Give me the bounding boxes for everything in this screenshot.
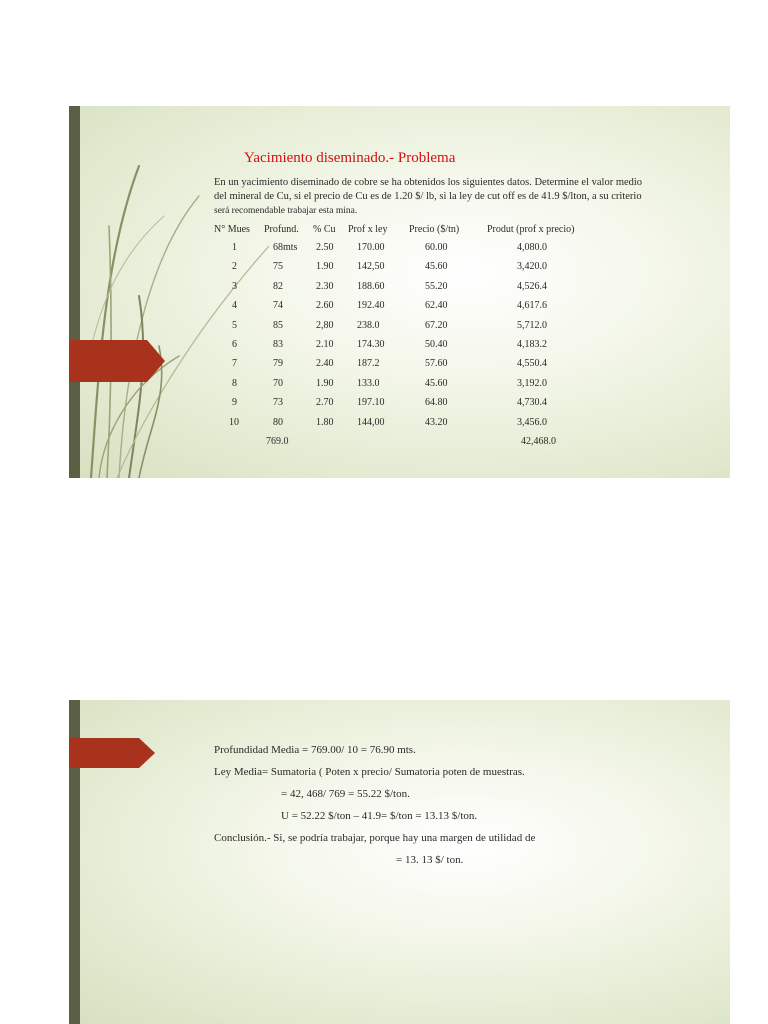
cell-depth: 68mts bbox=[273, 242, 298, 253]
cell-depth: 70 bbox=[273, 377, 283, 389]
cell-product: 4,617.6 bbox=[517, 300, 547, 312]
cell-product: 4,550.4 bbox=[517, 358, 547, 370]
cell-price: 62.40 bbox=[425, 300, 448, 312]
cell-sample: 2 bbox=[232, 261, 237, 273]
cell-price: 45.60 bbox=[425, 261, 448, 273]
cell-product: 3,420.0 bbox=[517, 261, 547, 273]
cell-prof-ley: 238.0 bbox=[357, 319, 380, 331]
grass-decoration bbox=[69, 106, 269, 478]
cell-product: 4,526.4 bbox=[517, 280, 547, 292]
problem-statement bbox=[214, 176, 714, 218]
cell-cu: 2.10 bbox=[316, 339, 334, 350]
slide-solution bbox=[69, 700, 730, 1024]
utility-calc-line: U = 52.22 $/ton – 41.9= $/ton = 13.13 $/ton. bbox=[281, 810, 478, 822]
conclusion-value: = 13. 13 $/ ton. bbox=[396, 854, 464, 866]
cell-product: 4,730.4 bbox=[517, 397, 547, 409]
cell-price: 43.20 bbox=[425, 416, 448, 428]
cell-cu: 2.60 bbox=[316, 300, 334, 312]
cell-cu: 2.50 bbox=[316, 242, 334, 253]
cell-cu: 2,80 bbox=[316, 319, 334, 331]
cell-prof-ley: 142,50 bbox=[357, 261, 385, 273]
cell-prof-ley: 174.30 bbox=[357, 339, 385, 350]
cell-price: 57.60 bbox=[425, 358, 448, 370]
cell-cu: 1.80 bbox=[316, 416, 334, 428]
cell-price: 55.20 bbox=[425, 280, 448, 292]
cell-depth: 85 bbox=[273, 319, 283, 331]
cell-depth: 83 bbox=[273, 339, 283, 350]
cell-prof-ley: 187.2 bbox=[357, 358, 380, 370]
cell-sample: 4 bbox=[232, 300, 237, 312]
cell-prof-ley: 170.00 bbox=[357, 242, 385, 253]
cell-sample: 3 bbox=[232, 280, 237, 292]
cell-depth: 74 bbox=[273, 300, 283, 312]
conclusion-line: Conclusión.- Si, se podría trabajar, porque hay una margen de utilidad de bbox=[214, 832, 536, 844]
cell-price: 60.00 bbox=[425, 242, 448, 253]
slide-title: Yacimiento diseminado.- Problema bbox=[244, 150, 456, 166]
cell-cu: 2.70 bbox=[316, 397, 334, 409]
cell-depth: 80 bbox=[273, 416, 283, 428]
mean-grade-line: Ley Media= Sumatoria ( Poten x precio/ Sumatoria poten de muestras. bbox=[214, 766, 525, 778]
cell-cu: 2.30 bbox=[316, 280, 334, 292]
col-header-sample: N° Mues bbox=[214, 224, 250, 235]
cell-sample: 6 bbox=[232, 339, 237, 350]
cell-sample: 7 bbox=[232, 358, 237, 370]
cell-product: 4,080.0 bbox=[517, 242, 547, 253]
grade-calc-line: = 42, 468/ 769 = 55.22 $/ton. bbox=[281, 788, 410, 800]
cell-product: 3,456.0 bbox=[517, 416, 547, 428]
slide-problem bbox=[69, 106, 730, 478]
cell-cu: 1.90 bbox=[316, 261, 334, 273]
col-header-price: Precio ($/tn) bbox=[409, 224, 460, 235]
cell-prof-ley: 144,00 bbox=[357, 416, 385, 428]
arrow-marker-icon bbox=[69, 738, 165, 780]
cell-depth: 75 bbox=[273, 261, 283, 273]
cell-depth: 79 bbox=[273, 358, 283, 370]
cell-cu: 2.40 bbox=[316, 358, 334, 370]
cell-prof-ley: 192.40 bbox=[357, 300, 385, 312]
col-header-prof-ley: Prof x ley bbox=[348, 224, 388, 235]
cell-price: 50.40 bbox=[425, 339, 448, 350]
total-depth: 769.0 bbox=[266, 436, 289, 447]
col-header-cu: % Cu bbox=[313, 224, 336, 235]
cell-price: 67.20 bbox=[425, 319, 448, 331]
cell-depth: 82 bbox=[273, 280, 283, 292]
cell-product: 5,712.0 bbox=[517, 319, 547, 331]
col-header-product: Produt (prof x precio) bbox=[487, 224, 575, 235]
mean-depth-line: Profundidad Media = 769.00/ 10 = 76.90 mts. bbox=[214, 744, 416, 756]
cell-sample: 9 bbox=[232, 397, 237, 409]
problem-line-1: En un yacimiento diseminado de cobre se ha obtenidos los siguientes datos. Determine el valor medio bbox=[214, 177, 643, 188]
arrow-marker-icon bbox=[69, 340, 165, 382]
problem-line-2: del mineral de Cu, si el precio de Cu es de 1.20 $/ lb, si la ley de cut off es de 41.9 $/lton, a su criterio bbox=[214, 191, 642, 202]
cell-sample: 10 bbox=[229, 416, 239, 428]
cell-price: 64.80 bbox=[425, 397, 448, 409]
cell-prof-ley: 188.60 bbox=[357, 280, 385, 292]
cell-sample: 5 bbox=[232, 319, 237, 331]
cell-cu: 1.90 bbox=[316, 377, 334, 389]
problem-line-3: será recomendable trabajar esta mina. bbox=[214, 206, 358, 216]
total-product: 42,468.0 bbox=[521, 436, 556, 447]
cell-sample: 8 bbox=[232, 377, 237, 389]
cell-depth: 73 bbox=[273, 397, 283, 409]
cell-product: 4,183.2 bbox=[517, 339, 547, 350]
cell-price: 45.60 bbox=[425, 377, 448, 389]
cell-prof-ley: 133.0 bbox=[357, 377, 380, 389]
cell-product: 3,192.0 bbox=[517, 377, 547, 389]
col-header-depth: Profund. bbox=[264, 224, 299, 235]
cell-sample: 1 bbox=[232, 242, 237, 253]
cell-prof-ley: 197.10 bbox=[357, 397, 385, 409]
